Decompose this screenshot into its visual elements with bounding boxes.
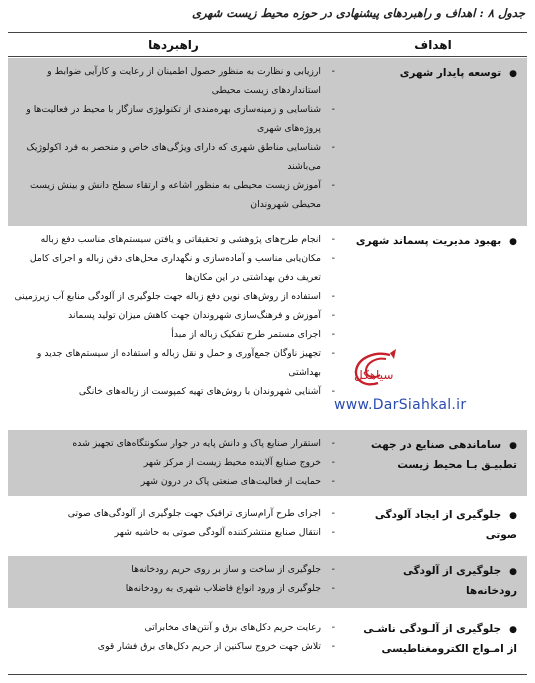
strategy-text: ارزیابی و نظارت به منظور حصول اطمینان از رعایت و کارآیی ضوابط و استانداردهای زیست محیطی xyxy=(47,66,321,96)
dash-icon: - xyxy=(331,386,335,397)
goal-cell xyxy=(351,64,527,84)
dash-icon: - xyxy=(331,142,335,153)
strategy-text: استقرار صنایع پاک و دانش پایه در جوار سکونتگاه‌های تجهیز شده xyxy=(72,438,321,449)
strategy-list xyxy=(12,618,335,656)
strategy-text: شناسایی و زمینه‌سازی بهره‌مندی از تکنولوژی سازگار با محیط در فعالیت‌ها و پروژه‌های شهری xyxy=(26,104,321,134)
dash-icon: - xyxy=(331,310,335,321)
goal-text: توسعه پایدار شهری xyxy=(399,67,502,79)
bullet-icon: ● xyxy=(509,511,517,521)
strategy-text: مکان‌یابی مناسب و آماده‌سازی و نگهداری محل‌های دفن زباله و اجرای کامل تعریف دفن بهداشتی در این مکان‌ها xyxy=(29,253,321,283)
dash-icon: - xyxy=(331,329,335,340)
header-goals: اهداف xyxy=(414,38,452,52)
strategy-text: آموزش و فرهنگ‌سازی شهروندان جهت کاهش میزان تولید پسماند xyxy=(68,310,321,321)
list-item xyxy=(12,249,335,287)
goal-cell xyxy=(351,436,527,475)
list-item xyxy=(12,306,335,325)
dash-icon: - xyxy=(331,438,335,449)
dash-icon: - xyxy=(331,641,335,652)
strategy-text: استفاده از روش‌های نوین دفع زباله جهت جلوگیری از آلودگی منابع آب زیرزمینی xyxy=(14,291,321,302)
goal-cell xyxy=(351,620,527,659)
list-item xyxy=(12,62,335,100)
goal-cell xyxy=(351,232,527,252)
list-item xyxy=(12,472,335,491)
watermark-logo-text: سیاهکل xyxy=(354,368,394,382)
header-bottom-rule xyxy=(8,56,527,57)
strategy-text: آموزش زیست محیطی به منظور اشاعه و ارتقاء سطح دانش و بینش زیست محیطی شهروندان xyxy=(29,180,321,210)
header-strategies: راهبردها xyxy=(148,38,199,52)
dash-icon: - xyxy=(331,457,335,468)
strategy-text: جلوگیری از ورود انواع فاضلاب شهری به رودخانه‌ها xyxy=(125,583,321,594)
dash-icon: - xyxy=(331,66,335,77)
bullet-icon: ● xyxy=(509,567,517,577)
dash-icon: - xyxy=(331,234,335,245)
list-item xyxy=(12,637,335,656)
list-item xyxy=(12,100,335,138)
dash-icon: - xyxy=(331,104,335,115)
dash-icon: - xyxy=(331,348,335,359)
strategy-list xyxy=(12,62,335,214)
dash-icon: - xyxy=(331,476,335,487)
table-header-row xyxy=(8,34,527,54)
goal-cell xyxy=(351,506,527,545)
list-item xyxy=(12,618,335,637)
dash-icon: - xyxy=(331,253,335,264)
strategy-text: خروج صنایع آلاینده محیط زیست از مرکز شهر xyxy=(143,457,321,468)
strategy-text: اجرای طرح آرام‌سازی ترافیک جهت جلوگیری از آلودگی‌های صوتی xyxy=(67,508,321,519)
list-item xyxy=(12,176,335,214)
strategy-list xyxy=(12,230,335,401)
list-item xyxy=(12,523,335,542)
list-item xyxy=(12,287,335,306)
list-item xyxy=(12,453,335,472)
strategy-text: انجام طرح‌های پژوهشی و تحقیقاتی و یافتن سیستم‌های مناسب دفع زباله xyxy=(40,234,321,245)
strategy-text: تلاش جهت خروج ساکنین از حریم دکل‌های برق فشار قوی xyxy=(97,641,321,652)
strategy-text: اجرای مستمر طرح تفکیک زباله از مبدأ xyxy=(171,329,321,340)
strategy-text: رعایت حریم دکل‌های برق و آنتن‌های مخابراتی xyxy=(144,622,321,633)
table-row xyxy=(8,500,527,552)
watermark-url: www.DarSiahkal.ir xyxy=(334,397,467,413)
list-item xyxy=(12,344,335,382)
list-item xyxy=(12,434,335,453)
strategy-text: تجهیز ناوگان جمع‌آوری و حمل و نقل زباله و استفاده از سیستم‌های جدید و بهداشتی xyxy=(36,348,321,378)
list-item xyxy=(12,504,335,523)
strategy-text: شناسایی مناطق شهری که دارای ویژگی‌های خاص و منحصر به فرد اکولوژیک می‌باشند xyxy=(26,142,321,172)
bullet-icon: ● xyxy=(509,69,517,79)
dash-icon: - xyxy=(331,508,335,519)
list-item xyxy=(12,579,335,598)
table-row xyxy=(8,614,527,672)
table-row xyxy=(8,58,527,226)
strategy-list xyxy=(12,504,335,542)
table-caption: جدول ۸ : اهداف و راهبردهای پیشنهادی در حوزه محیط زیست شهری xyxy=(191,6,525,20)
goal-text: جلوگیری از آلـودگی ناشـی از امـواج الکترومغناطیسی xyxy=(363,623,517,655)
bullet-icon: ● xyxy=(509,441,517,451)
strategy-text: جلوگیری از ساخت و ساز بر روی حریم رودخانه‌ها xyxy=(131,564,321,575)
list-item xyxy=(12,325,335,344)
strategy-list xyxy=(12,560,335,598)
strategy-text: انتقال صنایع منتشرکننده آلودگی صوتی به حاشیه شهر xyxy=(114,527,321,538)
list-item xyxy=(12,382,335,401)
goal-cell xyxy=(351,562,527,601)
dash-icon: - xyxy=(331,564,335,575)
header-top-rule xyxy=(8,32,527,33)
dash-icon: - xyxy=(331,291,335,302)
watermark-logo-icon xyxy=(346,349,404,391)
strategy-text: آشنایی شهروندان با روش‌های تهیه کمپوست از زباله‌های خانگی xyxy=(78,386,321,397)
dash-icon: - xyxy=(331,583,335,594)
table-bottom-rule xyxy=(8,674,527,675)
dash-icon: - xyxy=(331,527,335,538)
bullet-icon: ● xyxy=(509,625,517,635)
table-row xyxy=(8,430,527,496)
bullet-icon: ● xyxy=(509,237,517,247)
goal-text: ساماندهی صنایع در جهت تطبیـق بـا محیط زیست xyxy=(371,439,517,471)
list-item xyxy=(12,138,335,176)
dash-icon: - xyxy=(331,180,335,191)
dash-icon: - xyxy=(331,622,335,633)
list-item xyxy=(12,230,335,249)
goal-text: بهبود مدیریت پسماند شهری xyxy=(355,235,502,247)
table-row xyxy=(8,556,527,608)
goal-text: جلوگیری از آلودگی رودخانه‌ها xyxy=(402,565,517,597)
strategy-text: حمایت از فعالیت‌های صنعتی پاک در درون شهر xyxy=(140,476,321,487)
strategy-list xyxy=(12,434,335,491)
goal-text: جلوگیری از ایجاد آلودگی صوتی xyxy=(374,509,517,541)
list-item xyxy=(12,560,335,579)
